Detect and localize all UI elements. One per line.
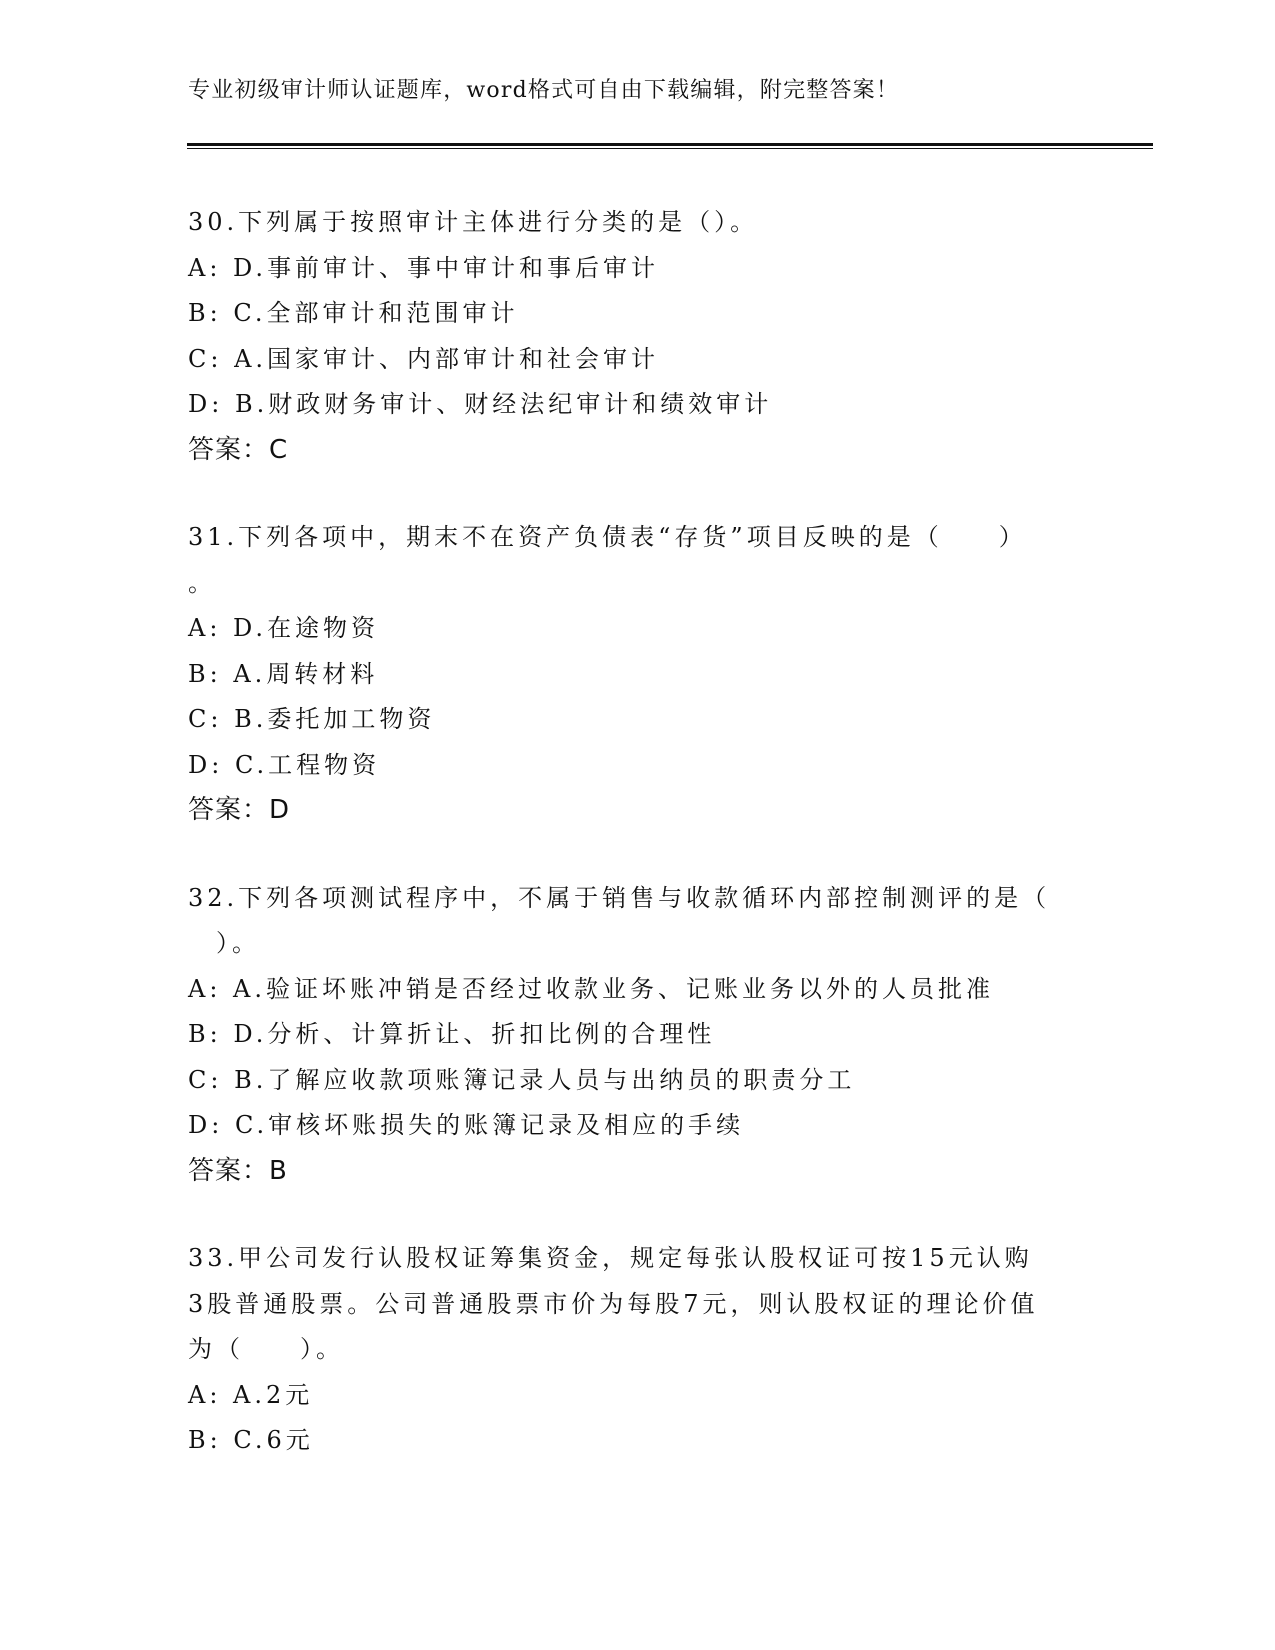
- option-a: A: A.验证坏账冲销是否经过收款业务、记账业务以外的人员批准: [188, 974, 995, 1003]
- option-c: C: B.了解应收款项账簿记录人员与出纳员的职责分工: [188, 1065, 856, 1094]
- header-divider-thick: [187, 143, 1153, 146]
- question-stem: 30.下列属于按照审计主体进行分类的是（）。: [188, 208, 759, 236]
- option-b: B: C.6元: [188, 1426, 314, 1454]
- question-stem-continued: 。: [188, 568, 216, 597]
- option-d: D: C.工程物资: [188, 750, 381, 779]
- option-d: D: B.财政财务审计、财经法纪审计和绩效审计: [188, 390, 773, 418]
- header-divider-thin: [187, 148, 1153, 149]
- page-header: 专业初级审计师认证题库，word格式可自由下载编辑，附完整答案！: [188, 78, 900, 103]
- question-stem-continued: 3股普通股票。公司普通股票市价为每股7元，则认股权证的理论价值: [188, 1289, 1039, 1318]
- option-a: A: D.事前审计、事中审计和事后审计: [188, 253, 660, 282]
- question-stem-continued: 为（ ）。: [188, 1335, 344, 1363]
- question-31: [188, 515, 1088, 834]
- header-divider: [187, 143, 1153, 150]
- option-b: B: A.周转材料: [188, 659, 379, 688]
- answer: 答案：C: [188, 434, 289, 465]
- option-b: B: C.全部审计和范围审计: [188, 299, 519, 327]
- question-stem: 32.下列各项测试程序中，不属于销售与收款循环内部控制测评的是（: [188, 883, 1051, 912]
- option-b: B: D.分析、计算折让、折扣比例的合理性: [188, 1020, 716, 1048]
- question-list: [188, 200, 1088, 1506]
- option-a: A: A.2元: [188, 1380, 314, 1409]
- question-stem-continued: ）。: [188, 929, 260, 957]
- question-stem: 33.甲公司发行认股权证筹集资金，规定每张认股权证可按15元认购: [188, 1244, 1033, 1272]
- answer: 答案：B: [188, 1155, 288, 1186]
- question-32: [188, 876, 1088, 1195]
- question-30: [188, 200, 1088, 473]
- option-a: A: D.在途物资: [188, 614, 380, 642]
- option-c: C: A.国家审计、内部审计和社会审计: [188, 344, 660, 373]
- question-33: [188, 1236, 1088, 1464]
- answer: 答案：D: [188, 795, 291, 825]
- option-d: D: C.审核坏账损失的账簿记录及相应的手续: [188, 1111, 745, 1139]
- question-stem: 31.下列各项中，期末不在资产负债表“存货”项目反映的是（ ）: [188, 523, 1027, 551]
- option-c: C: B.委托加工物资: [188, 705, 436, 733]
